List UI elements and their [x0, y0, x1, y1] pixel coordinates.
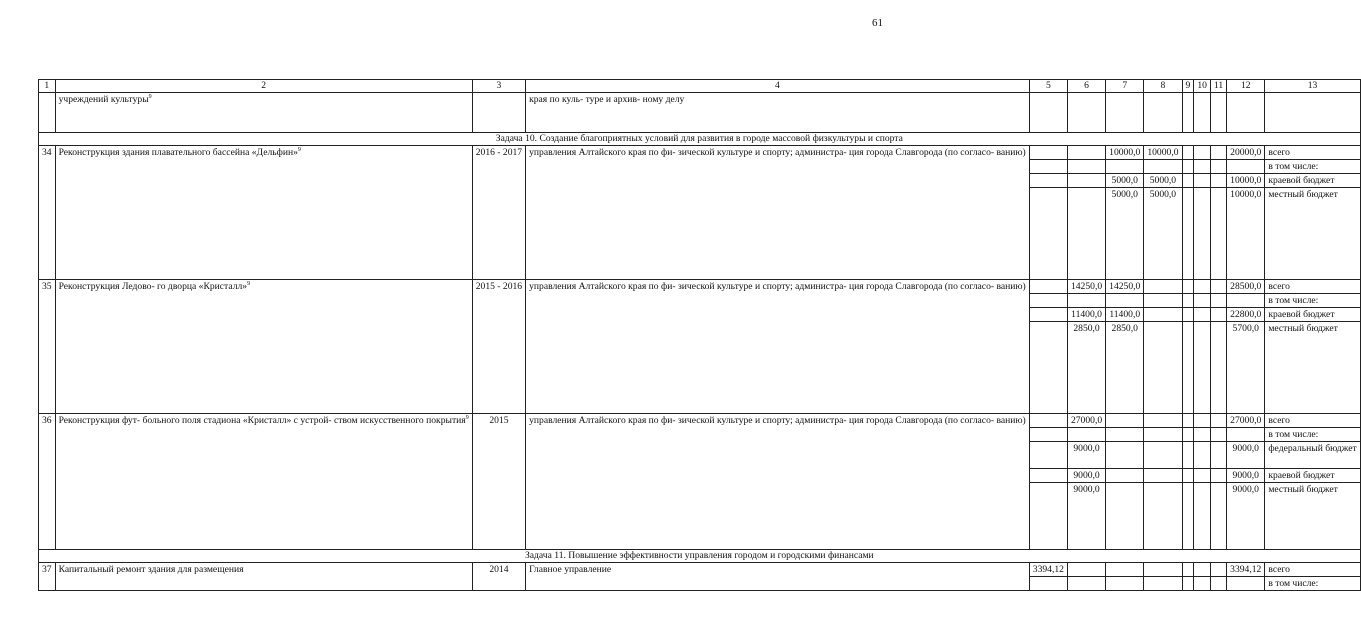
cell-no-text: 37	[42, 564, 52, 575]
cell-no-text: 36	[42, 415, 52, 426]
cell-name	[55, 414, 472, 550]
cell-executor	[526, 146, 1030, 280]
cell-col-13	[1265, 563, 1360, 577]
cell-col-10	[1194, 414, 1211, 428]
table-row	[39, 414, 1361, 428]
col-header-5	[1029, 80, 1067, 93]
cell-col-6	[1067, 322, 1105, 414]
cell-col-6	[1067, 294, 1105, 308]
cell-col-12	[1227, 188, 1265, 280]
footnote-mark: 9	[247, 280, 251, 287]
cell-col-8	[1144, 414, 1182, 428]
cell-executor-text: управления Алтайского края по фи- зической культуре и спорту; администра- ция города Славгорода (по согласо- ванию)	[529, 281, 1026, 292]
cell-col-8	[1144, 146, 1182, 160]
cell-col-13	[1265, 280, 1360, 294]
cell-col-8	[1144, 174, 1182, 188]
cell-col-10	[1194, 442, 1211, 469]
cell-col-9	[1182, 308, 1194, 322]
cell-col-12	[1227, 442, 1265, 469]
cell-col-13-text: федеральный бюджет	[1268, 443, 1357, 454]
cell-col-13	[1265, 174, 1360, 188]
cell-col-6	[1067, 414, 1105, 428]
table-row	[39, 563, 1361, 577]
cell-col-10	[1194, 280, 1211, 294]
cell-col-6	[1067, 442, 1105, 469]
col-header-6	[1067, 80, 1105, 93]
cell-no	[39, 563, 56, 591]
col-header-12	[1227, 80, 1265, 93]
cell-col-13-text: краевой бюджет	[1268, 470, 1335, 481]
col-header-7-text: 7	[1122, 80, 1128, 91]
task-row	[39, 550, 1361, 563]
cell-col-7	[1106, 442, 1144, 469]
cell-col-6-text: 9000,0	[1073, 443, 1100, 454]
col-header-6-text: 6	[1084, 80, 1089, 91]
cell-col-8	[1144, 483, 1182, 550]
cell-col-8-text: 5000,0	[1149, 189, 1177, 200]
col-header-8	[1144, 80, 1182, 93]
col-header-4	[526, 80, 1030, 93]
cell-period-text: 2014	[489, 564, 509, 575]
cell-col-13	[1265, 188, 1360, 280]
cell-executor-text: управления Алтайского края по фи- зической культуре и спорту; администра- ция города Славгорода (по согласо- ванию)	[529, 147, 1026, 158]
cell-col-13-text: в том числе:	[1268, 578, 1319, 589]
cell-col-6	[1067, 428, 1105, 442]
cell-col-13-text: всего	[1268, 281, 1290, 292]
cell-col-12	[1227, 322, 1265, 414]
cell-col-13	[1265, 483, 1360, 550]
cell-executor	[526, 280, 1030, 414]
cell-name	[55, 93, 472, 133]
cell-col-9	[1182, 428, 1194, 442]
cell-col-13	[1265, 294, 1360, 308]
cell-col-9	[1182, 146, 1194, 160]
cell-col-13-text: в том числе:	[1268, 295, 1319, 306]
task-heading	[39, 550, 1361, 563]
cell-col-9	[1182, 188, 1194, 280]
cell-col-13-text: местный бюджет	[1268, 484, 1338, 495]
cell-col-5	[1029, 188, 1067, 280]
cell-col-13	[1265, 414, 1360, 428]
cell-col-12	[1227, 174, 1265, 188]
cell-executor-text: Главное управление	[529, 564, 612, 575]
table-row	[39, 93, 1361, 133]
header-row	[39, 80, 1361, 93]
cell-col-12-text: 10000,0	[1230, 189, 1262, 200]
cell-col-6-text: 9000,0	[1073, 484, 1100, 495]
cell-name-text: Реконструкция здания плавательного бассейна «Дельфин»	[58, 147, 298, 158]
cell-col-5	[1029, 93, 1067, 133]
cell-col-9	[1182, 322, 1194, 414]
cell-col-11	[1210, 146, 1226, 160]
cell-col-7	[1106, 563, 1144, 577]
cell-col-12	[1227, 280, 1265, 294]
col-header-13-text: 13	[1307, 80, 1318, 91]
cell-period	[472, 93, 525, 133]
cell-col-6	[1067, 469, 1105, 483]
cell-period-text: 2016 - 2017	[475, 147, 523, 158]
cell-col-13	[1265, 160, 1360, 174]
cell-col-6	[1067, 577, 1105, 591]
cell-col-11	[1210, 483, 1226, 550]
footnote-mark: 9	[297, 146, 301, 153]
cell-col-7-text: 5000,0	[1111, 175, 1138, 186]
cell-col-5	[1029, 563, 1067, 577]
cell-col-12	[1227, 428, 1265, 442]
cell-col-8-text: 10000,0	[1147, 147, 1179, 158]
cell-col-8	[1144, 308, 1182, 322]
cell-period	[472, 563, 525, 591]
cell-col-8	[1144, 160, 1182, 174]
table-row	[39, 280, 1361, 294]
task-heading-text: Задача 11. Повышение эффективности управления городом и городскими финансами	[524, 550, 874, 561]
cell-no-text: 34	[42, 147, 52, 158]
cell-period	[472, 414, 525, 550]
cell-col-12	[1227, 469, 1265, 483]
cell-col-8	[1144, 280, 1182, 294]
cell-col-6	[1067, 483, 1105, 550]
cell-col-5	[1029, 442, 1067, 469]
cell-col-9	[1182, 160, 1194, 174]
cell-col-7	[1106, 308, 1144, 322]
cell-name-text: Капитальный ремонт здания для размещения	[58, 564, 244, 575]
cell-col-5	[1029, 322, 1067, 414]
cell-col-6	[1067, 160, 1105, 174]
col-header-10	[1194, 80, 1211, 93]
cell-col-13-text: краевой бюджет	[1268, 309, 1335, 320]
cell-col-13-text: всего	[1268, 415, 1290, 426]
cell-col-13	[1265, 442, 1360, 469]
col-header-3	[472, 80, 525, 93]
cell-name	[55, 563, 472, 591]
cell-col-12-text: 22800,0	[1230, 309, 1262, 320]
col-header-7	[1106, 80, 1144, 93]
cell-col-12-text: 10000,0	[1230, 175, 1262, 186]
cell-col-5	[1029, 577, 1067, 591]
cell-no-text: 35	[42, 281, 52, 292]
cell-col-12-text: 9000,0	[1232, 443, 1259, 454]
cell-col-7-text: 5000,0	[1111, 189, 1138, 200]
col-header-2	[55, 80, 472, 93]
cell-col-5	[1029, 160, 1067, 174]
cell-col-7	[1106, 146, 1144, 160]
cell-col-13-text: всего	[1268, 564, 1290, 575]
cell-col-7	[1106, 188, 1144, 280]
cell-col-6	[1067, 280, 1105, 294]
cell-col-5	[1029, 294, 1067, 308]
cell-col-7-text: 2850,0	[1111, 323, 1138, 334]
cell-executor	[526, 563, 1030, 591]
cell-col-11	[1210, 563, 1226, 577]
cell-period-text: 2015 - 2016	[475, 281, 523, 292]
cell-col-10	[1194, 469, 1211, 483]
cell-col-13-text: местный бюджет	[1268, 189, 1338, 200]
cell-col-6-text: 9000,0	[1073, 470, 1100, 481]
cell-col-6	[1067, 174, 1105, 188]
cell-col-7-text: 11400,0	[1109, 309, 1141, 320]
cell-col-6	[1067, 146, 1105, 160]
cell-col-7	[1106, 469, 1144, 483]
cell-col-13	[1265, 428, 1360, 442]
cell-col-7	[1106, 428, 1144, 442]
cell-period-text: 2015	[489, 415, 509, 426]
cell-col-10	[1194, 322, 1211, 414]
cell-col-12-text: 9000,0	[1232, 484, 1259, 495]
cell-col-7-text: 10000,0	[1109, 147, 1141, 158]
footnote-mark: 9	[465, 414, 469, 421]
table-row	[39, 146, 1361, 160]
cell-col-7	[1106, 93, 1144, 133]
col-header-12-text: 12	[1240, 80, 1251, 91]
cell-col-12-text: 9000,0	[1232, 470, 1259, 481]
cell-col-11	[1210, 294, 1226, 308]
cell-col-8-text: 5000,0	[1149, 175, 1177, 186]
task-heading-text: Задача 10. Создание благоприятных условий для развития в городе массовой физкультуры и спорта	[495, 133, 903, 144]
cell-col-7	[1106, 322, 1144, 414]
cell-col-10	[1194, 188, 1211, 280]
cell-col-6-text: 11400,0	[1071, 309, 1102, 320]
cell-col-11	[1210, 442, 1226, 469]
cell-col-12	[1227, 294, 1265, 308]
cell-col-5	[1029, 483, 1067, 550]
col-header-9-text: 9	[1185, 80, 1191, 91]
cell-col-11	[1210, 322, 1226, 414]
cell-col-13-text: всего	[1268, 147, 1290, 158]
cell-col-6	[1067, 93, 1105, 133]
cell-name-text: Реконструкция фут- больного поля стадиона «Кристалл» с устрой- ством искусственного покрытия	[58, 415, 466, 426]
cell-col-11	[1210, 160, 1226, 174]
cell-col-11	[1210, 188, 1226, 280]
col-header-11	[1210, 80, 1226, 93]
cell-name	[55, 280, 472, 414]
col-header-3-text: 3	[496, 80, 502, 91]
cell-col-12-text: 28500,0	[1230, 281, 1262, 292]
cell-col-12-text: 20000,0	[1230, 147, 1262, 158]
cell-executor-text: края по куль- туре и архив- ному делу	[529, 94, 685, 105]
cell-col-10	[1194, 308, 1211, 322]
cell-col-12-text: 27000,0	[1230, 415, 1262, 426]
cell-col-6	[1067, 188, 1105, 280]
cell-col-12	[1227, 93, 1265, 133]
cell-col-11	[1210, 469, 1226, 483]
cell-executor-text: управления Алтайского края по фи- зической культуре и спорту; администра- ция города Славгорода (по согласо- ванию)	[529, 415, 1026, 426]
cell-col-10	[1194, 146, 1211, 160]
cell-col-9	[1182, 483, 1194, 550]
cell-col-11	[1210, 308, 1226, 322]
col-header-4-text: 4	[775, 80, 780, 91]
cell-col-12	[1227, 146, 1265, 160]
cell-col-10	[1194, 577, 1211, 591]
col-header-10-text: 10	[1197, 80, 1207, 91]
cell-col-10	[1194, 160, 1211, 174]
cell-col-13-text: в том числе:	[1268, 161, 1319, 172]
task-heading	[39, 133, 1361, 146]
cell-col-9	[1182, 174, 1194, 188]
cell-col-6	[1067, 308, 1105, 322]
cell-col-13	[1265, 577, 1360, 591]
cell-col-13	[1265, 469, 1360, 483]
cell-col-7	[1106, 577, 1144, 591]
cell-col-9	[1182, 563, 1194, 577]
cell-col-10	[1194, 93, 1211, 133]
cell-col-6-text: 14250,0	[1070, 281, 1103, 292]
cell-col-12	[1227, 414, 1265, 428]
cell-col-12	[1227, 160, 1265, 174]
cell-col-11	[1210, 93, 1226, 133]
cell-col-8	[1144, 322, 1182, 414]
program-table	[38, 79, 1361, 591]
cell-executor	[526, 93, 1030, 133]
cell-col-5-text: 3394,12	[1032, 564, 1064, 575]
page-number: 61	[872, 17, 883, 29]
cell-col-11	[1210, 428, 1226, 442]
cell-col-10	[1194, 563, 1211, 577]
cell-col-5	[1029, 174, 1067, 188]
cell-no	[39, 414, 56, 550]
cell-col-13	[1265, 93, 1360, 133]
cell-col-9	[1182, 414, 1194, 428]
cell-period	[472, 146, 525, 280]
cell-col-11	[1210, 577, 1226, 591]
cell-col-10	[1194, 174, 1211, 188]
cell-col-9	[1182, 469, 1194, 483]
cell-col-7	[1106, 160, 1144, 174]
cell-col-7	[1106, 414, 1144, 428]
cell-col-11	[1210, 414, 1226, 428]
cell-col-8	[1144, 93, 1182, 133]
cell-col-12	[1227, 563, 1265, 577]
cell-name-text: Реконструкция Ледово- го дворца «Кристалл»	[58, 281, 248, 292]
cell-col-7-text: 14250,0	[1109, 281, 1141, 292]
col-header-11-text: 11	[1213, 80, 1224, 91]
col-header-1	[39, 80, 56, 93]
cell-col-13	[1265, 322, 1360, 414]
cell-executor	[526, 414, 1030, 550]
col-header-5-text: 5	[1045, 80, 1051, 91]
cell-col-9	[1182, 93, 1194, 133]
cell-no	[39, 93, 56, 133]
col-header-8-text: 8	[1160, 80, 1166, 91]
cell-col-9	[1182, 294, 1194, 308]
cell-col-7	[1106, 294, 1144, 308]
cell-col-13-text: краевой бюджет	[1268, 175, 1335, 186]
cell-col-5	[1029, 280, 1067, 294]
col-header-13	[1265, 80, 1360, 93]
cell-col-13	[1265, 308, 1360, 322]
col-header-2-text: 2	[261, 80, 267, 91]
cell-col-12	[1227, 308, 1265, 322]
col-header-1-text: 1	[44, 80, 50, 91]
cell-col-12-text: 3394,12	[1230, 564, 1262, 575]
cell-col-8	[1144, 442, 1182, 469]
cell-col-7	[1106, 174, 1144, 188]
cell-col-5	[1029, 146, 1067, 160]
cell-col-6-text: 2850,0	[1073, 323, 1100, 334]
cell-col-9	[1182, 577, 1194, 591]
cell-col-7	[1106, 280, 1144, 294]
cell-no	[39, 146, 56, 280]
task-row	[39, 133, 1361, 146]
cell-col-8	[1144, 188, 1182, 280]
cell-col-13	[1265, 146, 1360, 160]
cell-col-5	[1029, 428, 1067, 442]
cell-name-text: учреждений культуры	[58, 94, 149, 105]
cell-col-6-text: 27000,0	[1070, 415, 1103, 426]
cell-col-12-text: 5700,0	[1232, 323, 1259, 334]
cell-col-5	[1029, 308, 1067, 322]
cell-col-8	[1144, 294, 1182, 308]
cell-col-9	[1182, 442, 1194, 469]
cell-col-10	[1194, 428, 1211, 442]
cell-col-10	[1194, 483, 1211, 550]
cell-name	[55, 146, 472, 280]
cell-col-9	[1182, 280, 1194, 294]
cell-col-11	[1210, 280, 1226, 294]
cell-col-10	[1194, 294, 1211, 308]
cell-col-8	[1144, 428, 1182, 442]
cell-col-8	[1144, 469, 1182, 483]
cell-col-5	[1029, 414, 1067, 428]
cell-col-8	[1144, 577, 1182, 591]
cell-period	[472, 280, 525, 414]
cell-col-8	[1144, 563, 1182, 577]
cell-col-12	[1227, 577, 1265, 591]
footnote-mark: 9	[148, 93, 152, 100]
cell-col-12	[1227, 483, 1265, 550]
cell-col-7	[1106, 483, 1144, 550]
col-header-9	[1182, 80, 1194, 93]
cell-col-5	[1029, 469, 1067, 483]
cell-col-13-text: в том числе:	[1268, 429, 1319, 440]
cell-no	[39, 280, 56, 414]
cell-col-13-text: местный бюджет	[1268, 323, 1338, 334]
cell-col-6	[1067, 563, 1105, 577]
cell-col-11	[1210, 174, 1226, 188]
